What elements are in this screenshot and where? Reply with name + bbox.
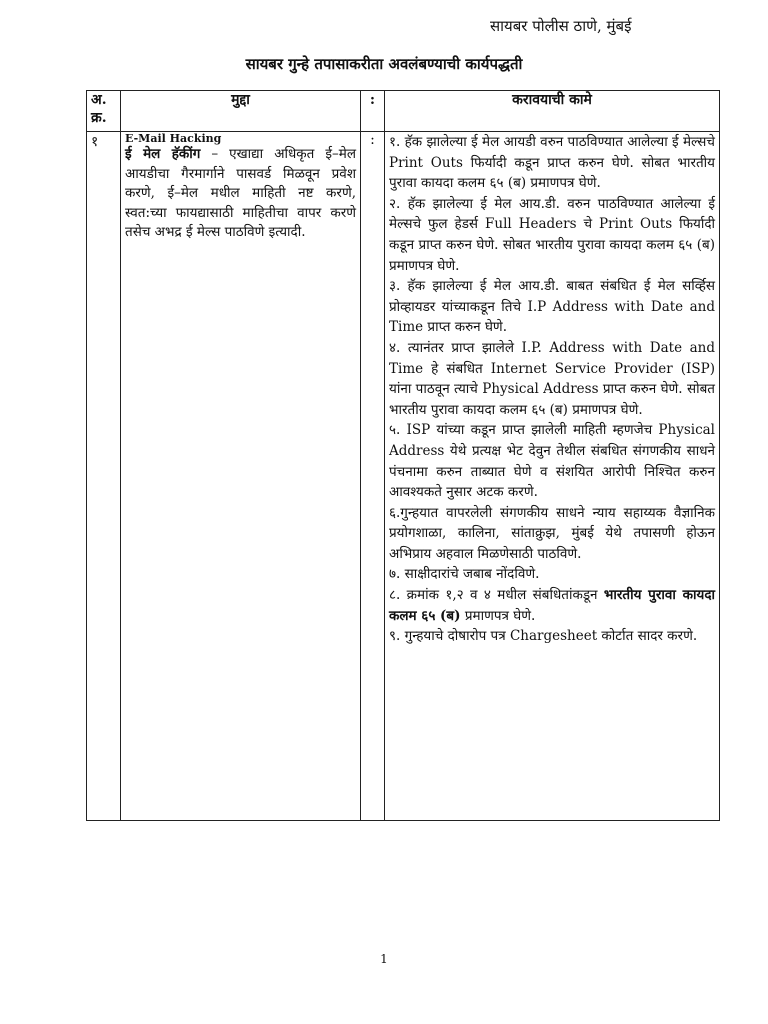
action-item: [389, 585, 715, 626]
action-item: ९. गुन्हयाचे दोषारोप पत्र Chargesheet कोर्टात सादर करणे.: [389, 628, 698, 645]
header-serial: अ. क्र.: [87, 91, 121, 132]
header-colon: :: [361, 91, 385, 132]
document-title: सायबर गुन्हे तपासाकरीता अवलंबण्याची कार्यपद्धती: [245, 55, 523, 73]
header-actions: करावयाची कामे: [385, 91, 720, 132]
topic-english-title: E-Mail Hacking: [125, 132, 222, 145]
header-topic: मुद्दा: [121, 91, 361, 132]
table-header-row: [87, 91, 720, 132]
row-colon: :: [361, 132, 385, 821]
row-actions: [385, 132, 720, 821]
action-item: ४. त्यानंतर प्राप्त झालेले I.P. Address with Date and Time हे संबधित Internet Service Provider (ISP) यांना पाठवून त्याचे Physical Address प्राप्त करुन घेणे. सोबत भारतीय पुरावा कायदा कलम ६५ (ब) प्रमाणपत्र घेणे.: [389, 339, 715, 418]
topic-text: – एखाद्या अधिकृत ई–मेल आयडीचा गैरमार्गाने पासवर्ड मिळवून प्रवेश करणे, ई–मेल मधील माहिती नष्ट करणे, स्वत:च्या फायद्यासाठी माहितीचा वापर करणे तसेच अभद्र ई मेल्स पाठविणे इत्यादी.: [125, 146, 356, 240]
action-item: ३. हॅक झालेल्या ई मेल आय.डी. बाबत संबधित ई मेल सर्व्हिस प्रोव्हायडर यांच्याकडून तिचे I.P Address with Date and Time प्राप्त करुन घेणे.: [389, 278, 715, 336]
topic-bold-title: ई मेल हॅकींग: [125, 146, 201, 162]
action-8-bold: भारतीय पुरावा कायदा कलम ६५ (ब): [389, 587, 715, 624]
action-item: ७. साक्षीदारांचे जबाब नोंदविणे.: [389, 566, 540, 583]
action-item: १. हॅक झालेल्या ई मेल आयडी वरुन पाठविण्यात आलेल्या ई मेल्सचे Print Outs फिर्यादी कडून प्राप्त करुन घेणे. सोबत भारतीय पुरावा कायदा कलम ६५ (ब) प्रमाणपत्र घेणे.: [389, 134, 715, 192]
page-number: 1: [380, 952, 388, 966]
action-item: २. हॅक झालेल्या ई मेल आय.डी. वरुन पाठविण्यात आलेल्या ई मेल्सचे फुल हेडर्स Full Headers चे Print Outs फिर्यादी कडून प्राप्त करुन घेणे. सोबत भारतीय पुरावा कायदा कलम ६५ (ब) प्रमाणपत्र घेणे.: [389, 195, 715, 274]
action-item: ६.गुन्हयात वापरलेली संगणकीय साधने न्याय सहाय्यक वैज्ञानिक प्रयोगशाळा, कालिना, सांताक्रुझ, मुंबई येथे तपासणी होऊन अभिप्राय अहवाल मिळणेसाठी पाठविणे.: [389, 504, 715, 562]
action-item: ५. ISP यांच्या कडून प्राप्त झालेली माहिती म्हणजेच Physical Address येथे प्रत्यक्ष भेट देवुन तेथील संबधित संगणकीय साधने पंचनामा करुन ताब्यात घेणे व संशयित आरोपी निश्चित करुन आवश्यकते नुसार अटक करणे.: [389, 422, 715, 501]
row-topic: [121, 132, 361, 821]
office-name: सायबर पोलीस ठाणे, मुंबई: [490, 17, 632, 35]
action-8-suffix: प्रमाणपत्र घेणे.: [460, 607, 536, 624]
table-row: [87, 132, 720, 821]
procedure-table: [86, 90, 720, 821]
action-8-prefix: ८. क्रमांक १,२ व ४ मधील संबधितांकडून: [389, 587, 604, 604]
topic-description: [125, 145, 356, 243]
row-serial: १: [87, 132, 121, 821]
